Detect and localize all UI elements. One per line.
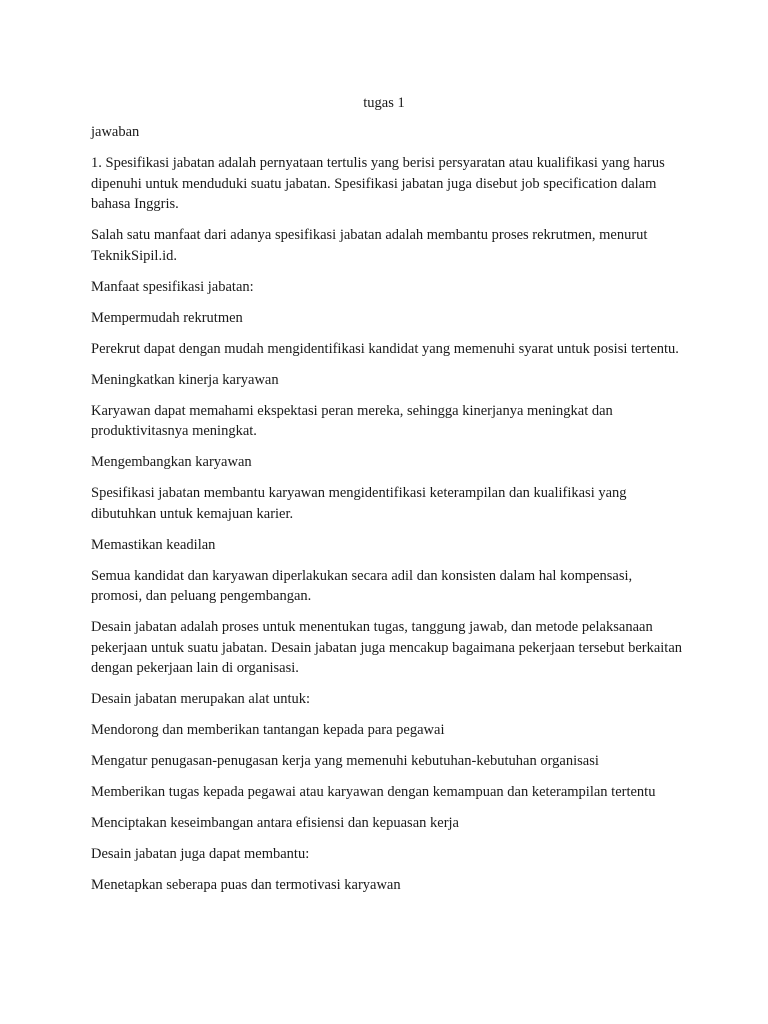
- document-title: tugas 1: [363, 95, 405, 111]
- paragraph: Karyawan dapat memahami ekspektasi peran mereka, sehingga kinerjanya meningkat dan produktivitasnya meningkat.: [91, 402, 613, 439]
- paragraph: Semua kandidat dan karyawan diperlakukan secara adil dan konsisten dalam hal kompensasi, promosi, dan peluang pengembangan.: [91, 567, 633, 604]
- paragraph: Desain jabatan adalah proses untuk menentukan tugas, tanggung jawab, dan metode pelaksanaan pekerjaan untuk suatu jabatan. Desain jabatan juga mencakup bagaimana pekerjaan tersebut berkaitan dengan pekerjaan lain di organisasi.: [91, 619, 683, 676]
- paragraph: Memberikan tugas kepada pegawai atau karyawan dengan kemampuan dan keterampilan tertentu: [91, 784, 656, 800]
- paragraph: Meningkatkan kinerja karyawan: [91, 371, 279, 388]
- paragraph: Desain jabatan juga dapat membantu:: [91, 846, 310, 862]
- paragraph: Manfaat spesifikasi jabatan:: [91, 278, 254, 295]
- paragraph: Menciptakan keseimbangan antara efisiensi dan kepuasan kerja: [91, 815, 459, 831]
- paragraph: Spesifikasi jabatan membantu karyawan mengidentifikasi keterampilan dan kualifikasi yang dibutuhkan untuk kemajuan karier.: [91, 485, 627, 522]
- paragraph: 1. Spesifikasi jabatan adalah pernyataan tertulis yang berisi persyaratan atau kualifikasi yang harus dipenuhi untuk menduduki suatu jabatan. Spesifikasi jabatan juga disebut job specification dalam bahasa Inggris.: [91, 155, 665, 212]
- paragraph: Menetapkan seberapa puas dan termotivasi karyawan: [91, 877, 401, 893]
- paragraph: jawaban: [91, 124, 140, 140]
- paragraph: Mengembangkan karyawan: [91, 454, 252, 470]
- paragraph: Mengatur penugasan-penugasan kerja yang memenuhi kebutuhan-kebutuhan organisasi: [91, 753, 599, 769]
- paragraph: Perekrut dapat dengan mudah mengidentifikasi kandidat yang memenuhi syarat untuk posisi tertentu.: [91, 340, 679, 357]
- paragraph: Memastikan keadilan: [91, 536, 216, 553]
- paragraph: Desain jabatan merupakan alat untuk:: [91, 691, 311, 707]
- document-body: [91, 122, 686, 906]
- paragraph: Mempermudah rekrutmen: [91, 309, 243, 326]
- paragraph: Salah satu manfaat dari adanya spesifikasi jabatan adalah membantu proses rekrutmen, menurut TeknikSipil.id.: [91, 227, 648, 264]
- paragraph: Mendorong dan memberikan tantangan kepada para pegawai: [91, 722, 445, 738]
